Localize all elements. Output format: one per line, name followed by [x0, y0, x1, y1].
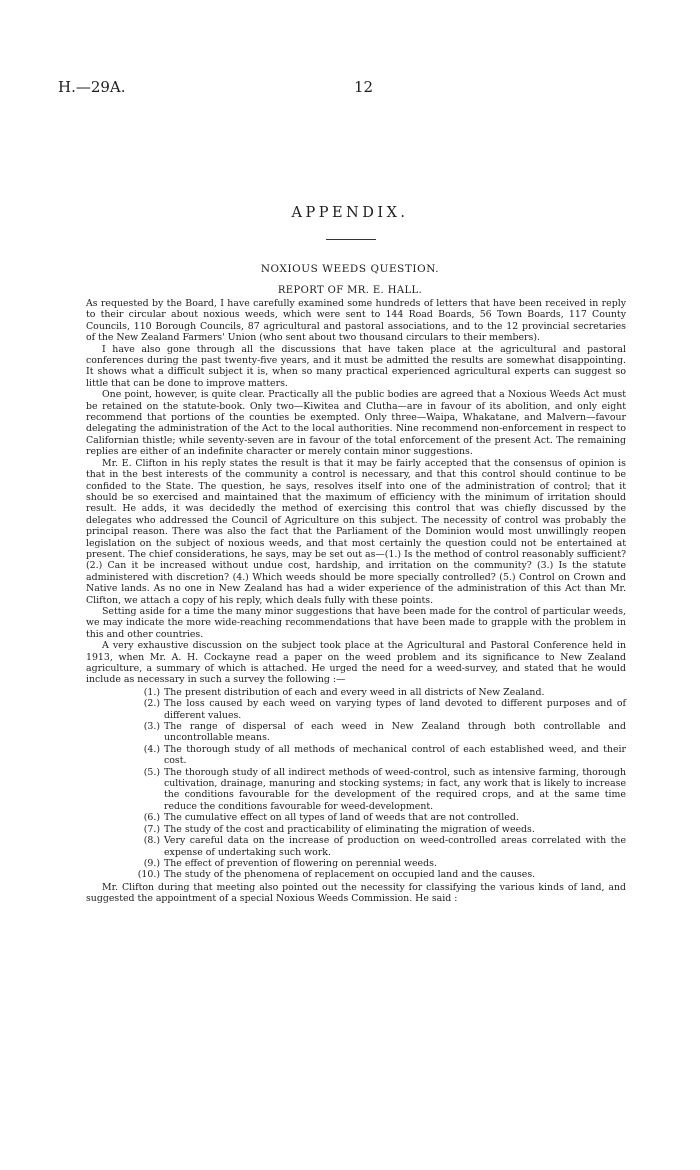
- list-item-number: (5.): [143, 766, 160, 778]
- list-item: [86, 869, 626, 880]
- report-heading: REPORT OF MR. E. HALL.: [277, 285, 423, 296]
- paragraph-4: Mr. E. Clifton in his reply states the result is that it may be fairly accepted that the consensus of opinion is that in the best interests of the community a control is necessary, and that this control should continue to be confided to the State. The question, he says, resolves itself into one of the administration of control; that it should be so exercised and maintained that the maximum of efficiency with the minimum of irritation should result. He adds, it was decidedly the method of exercising this control that was chiefly discussed by the delegates who addressed the Council of Agriculture on this subject. The necessity of control was probably the principal reason. There was also the fact that the Parliament of the Dominion would most unwillingly reopen legislation on the subject of noxious weeds, and that most certainly the question could not be entertained at present. The chief considerations, he says, may be set out as—(1.) Is the method of control reasonably sufficient? (2.) Can it be increased without undue cost, hardship, and irritation on the community? (3.) Is the statute administered with discretion? (4.) Which weeds should be more specially controlled? (5.) Control on Crown and Native lands. As no one in New Zealand has had a wider experience of the administration of this Act than Mr. Clifton, we attach a copy of his reply, which deals fully with these points.: [86, 457, 626, 606]
- list-item-number: (7.): [143, 823, 160, 835]
- page-number: 12: [354, 78, 374, 96]
- list-item-text: The study of the cost and practicability of eliminating the migration of weeds.: [164, 823, 535, 835]
- list-item: [86, 812, 626, 823]
- title-rule: [326, 239, 376, 240]
- paragraph-6: A very exhaustive discussion on the subject took place at the Agricultural and Pastoral Conference held in 1913, when Mr. A. H. Cockayne read a paper on the weed problem and its significance to New Zealand agriculture, a summary of which is attached. He urged the need for a weed-survey, and stated that he would include as necessary in such a survey the following :—: [86, 640, 626, 686]
- section-subtitle: NOXIOUS WEEDS QUESTION.: [260, 263, 440, 275]
- document-reference: H.—29A.: [58, 78, 126, 96]
- list-item-text: The thorough study of all indirect methods of weed-control, such as intensive farming, thorough cultivation, drainage, manuring and stocking systems; in fact, any work that is likely to increase the conditions favourable for the development of the required crops, and at the same time reduce the conditions favourable for weed-development.: [164, 766, 626, 812]
- list-item: [86, 835, 626, 858]
- list-item-text: The study of the phenomena of replacement on occupied land and the causes.: [164, 869, 536, 881]
- list-item: [86, 698, 626, 721]
- paragraph-2: I have also gone through all the discussions that have taken place at the agricultural and pastoral conferences during the past twenty-five years, and it must be admitted the results are somewhat disappointing. It shows what a difficult subject it is, when so many practical experienced agricultural experts can suggest so little that can be done to improve matters.: [86, 343, 626, 389]
- list-item-text: The cumulative effect on all types of land of weeds that are not controlled.: [164, 812, 519, 824]
- list-item: [86, 767, 626, 813]
- list-item-number: (3.): [143, 721, 160, 733]
- list-item: [86, 858, 626, 869]
- list-item: [86, 687, 626, 698]
- list-item-number: (6.): [143, 812, 160, 824]
- list-item-number: (9.): [143, 857, 160, 869]
- list-item-text: The present distribution of each and every weed in all districts of New Zealand.: [164, 686, 545, 698]
- paragraph-5: Setting aside for a time the many minor suggestions that have been made for the control of particular weeds, we may indicate the more wide-reaching recommendations that have been made to grapple with the problem in this and other countries.: [86, 605, 626, 640]
- report-body: [86, 298, 626, 905]
- list-item: [86, 721, 626, 744]
- list-item-number: (10.): [137, 869, 160, 881]
- list-item-number: (2.): [143, 698, 160, 710]
- paragraph-1: As requested by the Board, I have carefully examined some hundreds of letters that have been received in reply to their circular about noxious weeds, which were sent to 144 Road Boards, 56 Town Boards, 117 County Councils, 110 Borough Councils, 87 agricultural and pastoral associations, and to the 12 provincial secretaries of the New Zealand Farmers' Union (who sent about two thousand circulars to their members).: [86, 298, 626, 344]
- list-item-number: (4.): [143, 743, 160, 755]
- list-item-number: (1.): [143, 686, 160, 698]
- paragraph-3: One point, however, is quite clear. Practically all the public bodies are agreed that a Noxious Weeds Act must be retained on the statute-book. Only two—Kiwitea and Clutha—are in favour of its abolition, and only eight recommend that portions of the counties be exempted. Only three—Waipa, Whakatane, and Malvern—favour delegating the administration of the Act to the local authorities. Nine recommend non-enforcement in respect to Californian thistle; while seventy-seven are in favour of the total enforcement of the present Act. The remaining replies are either of an indefinite character or merely contain minor suggestions.: [86, 389, 626, 458]
- page-header: [58, 78, 642, 98]
- list-item-text: The effect of prevention of flowering on perennial weeds.: [164, 857, 437, 869]
- list-item-text: The range of dispersal of each weed in New Zealand through both controllable and uncontrollable means.: [164, 721, 626, 744]
- list-item-text: Very careful data on the increase of production on weed-controlled areas correlated with the expense of undertaking such work.: [164, 835, 626, 858]
- list-item-number: (8.): [143, 835, 160, 847]
- list-item-text: The thorough study of all methods of mechanical control of each established weed, and their cost.: [164, 743, 626, 767]
- list-item: [86, 744, 626, 767]
- closing-paragraph: Mr. Clifton during that meeting also pointed out the necessity for classifying the various kinds of land, and suggested the appointment of a special Noxious Weeds Commission. He said :: [86, 881, 626, 905]
- list-item: [86, 824, 626, 835]
- list-item-text: The loss caused by each weed on varying types of land devoted to different purposes and of different values.: [164, 698, 626, 721]
- appendix-title: APPENDIX.: [291, 205, 409, 221]
- survey-list: [86, 687, 626, 881]
